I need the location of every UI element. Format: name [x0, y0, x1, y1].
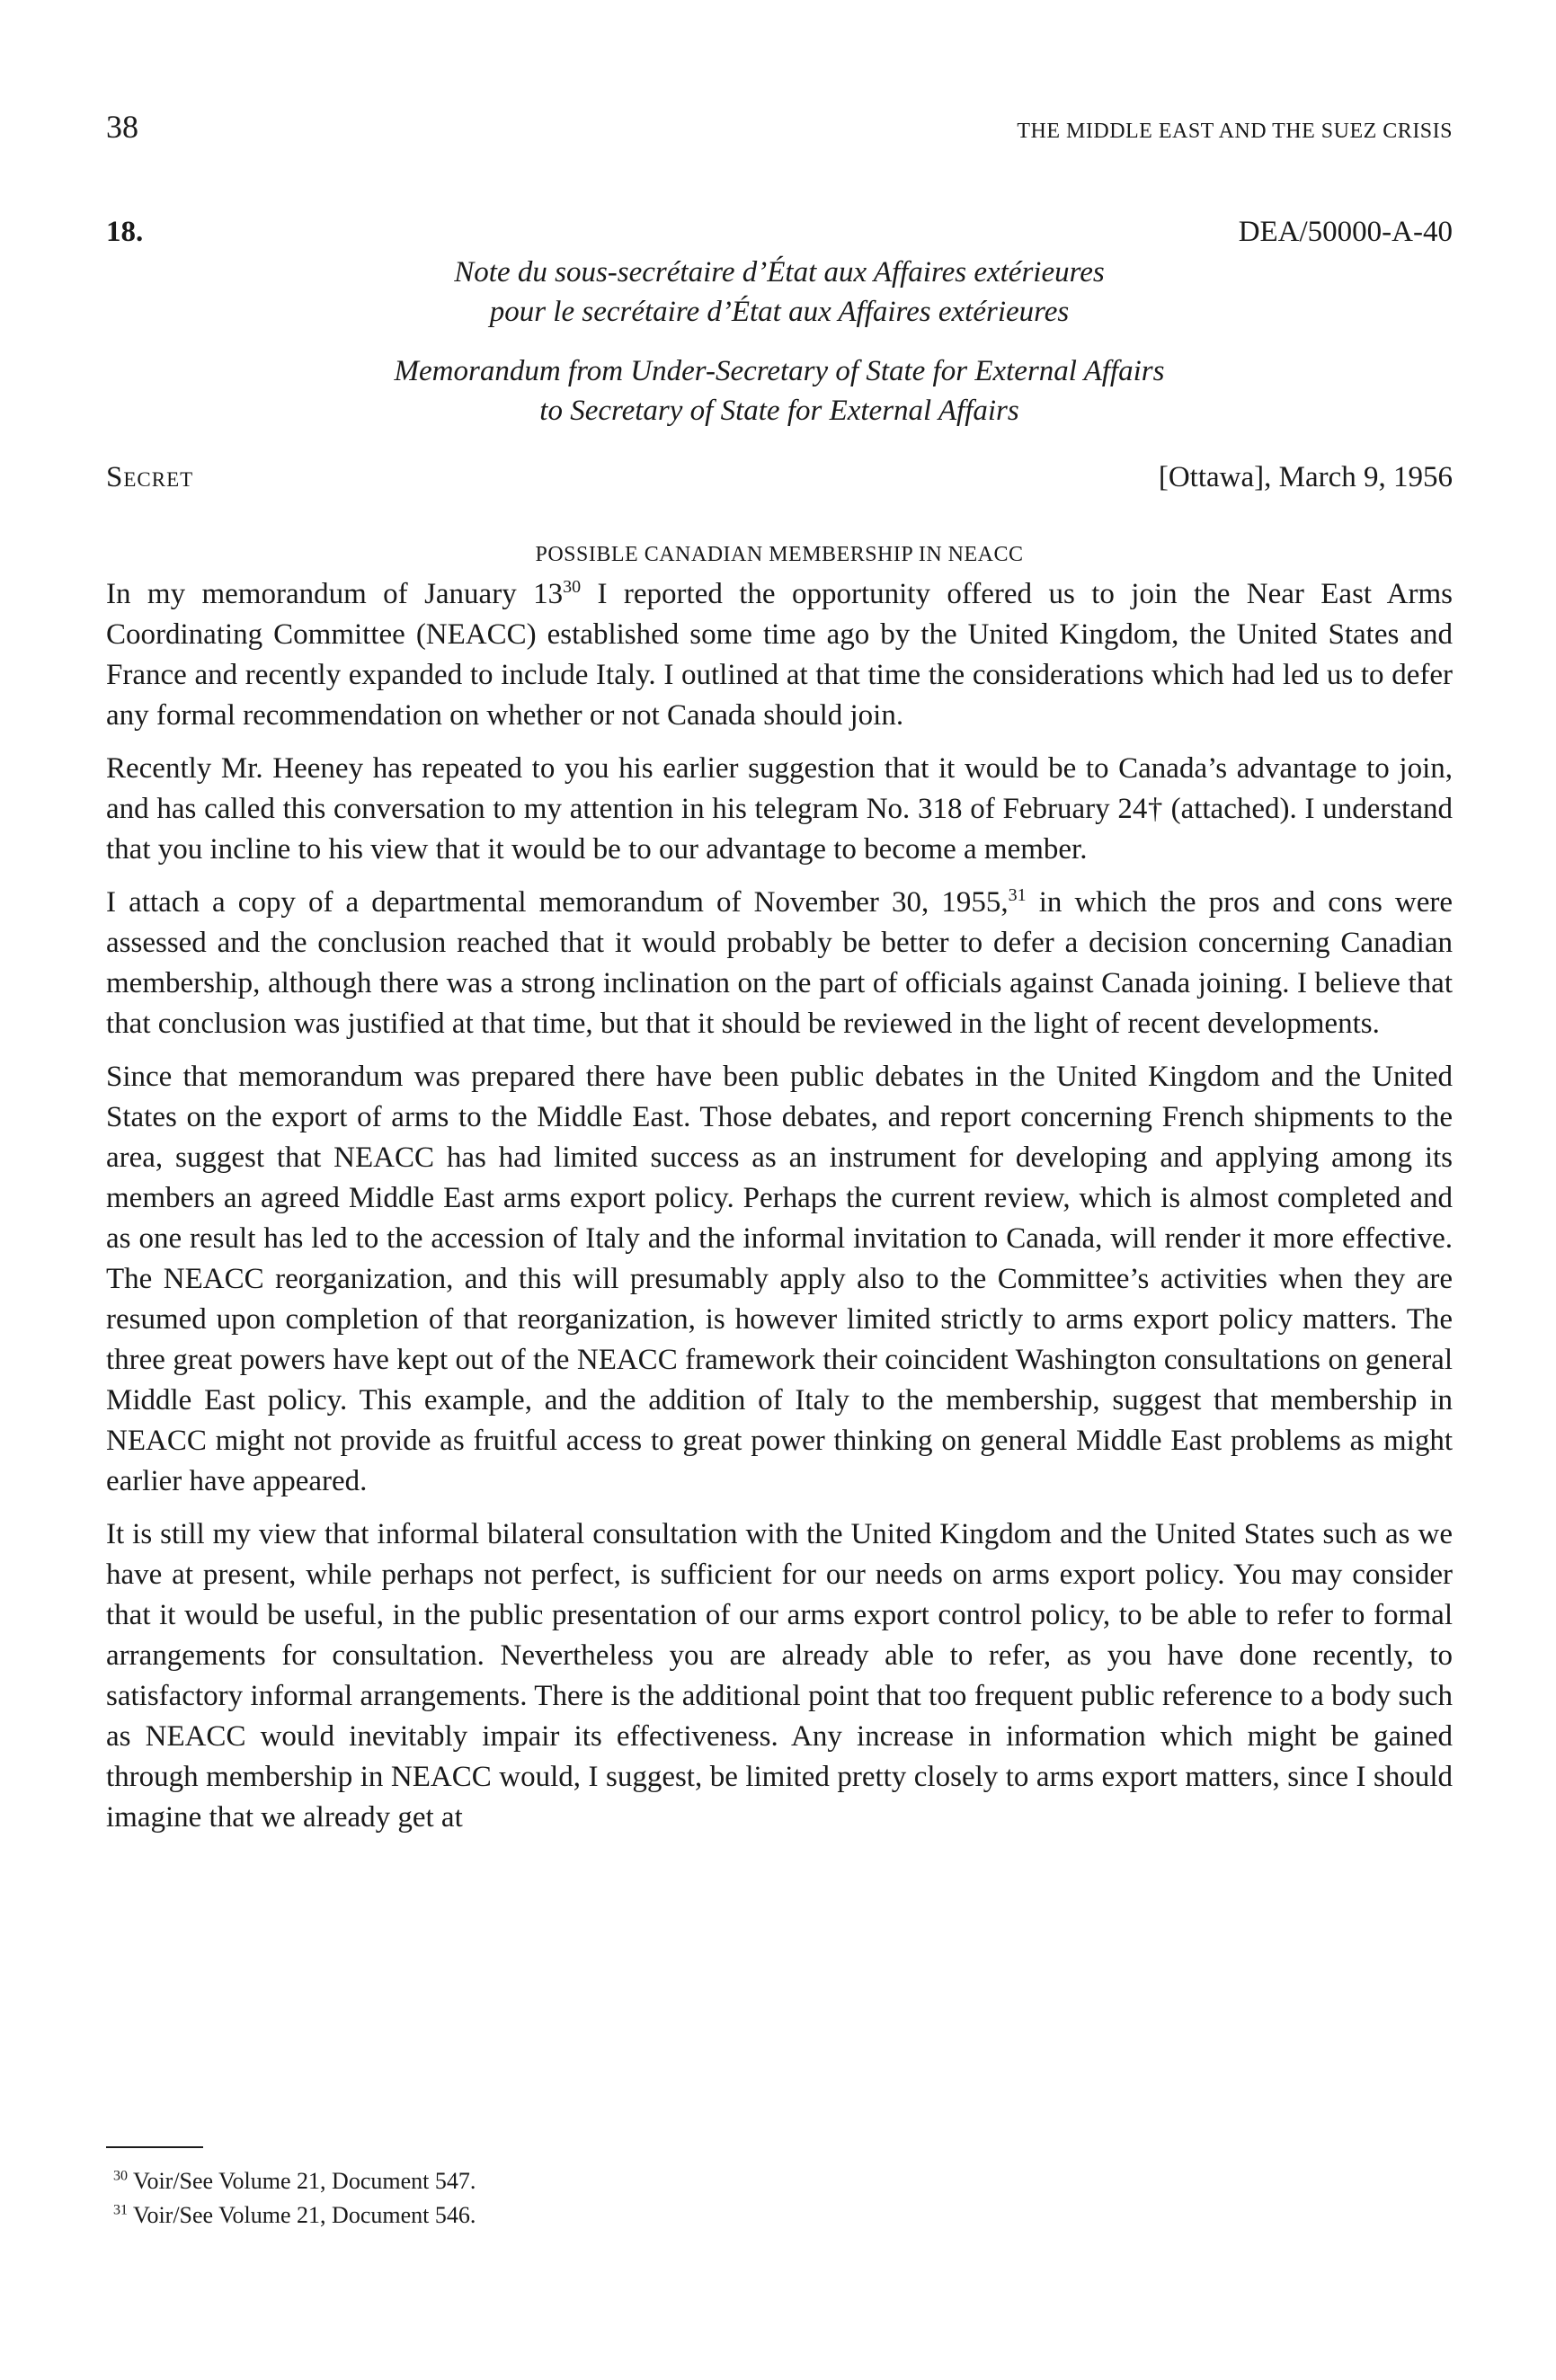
paragraph-4: Since that memorandum was prepared there have been public debates in the United Kingdom and the United States on the export of arms to the Middle East. Those debates, and report concerning French shipments to the area, suggest that NEACC has had limited success as an instrument for developing and applying among its members an agreed Middle East arms export policy. Perhaps the current review, which is almost completed and as one result has led to the accession of Italy and the informal invitation to Canada, will render it more effective. The NEACC reorganization, and this will presumably apply also to the Committee’s activities when they are resumed upon completion of that reorganization, is however limited strictly to arms export policy matters. The three great powers have kept out of the NEACC framework their coincident Washington consultations on general Middle East policy. This example, and the addition of Italy to the membership, suggest that membership in NEACC might not provide as fruitful access to great power thinking on general Middle East problems as might earlier have appeared.	[106, 1061, 1453, 1497]
place-date: [Ottawa], March 9, 1956	[1158, 461, 1453, 493]
paragraph-3-text-b: in which the pros and cons were assessed and the conclusion reached that it would probably be better to defer a decision concerning Canadian membership, although there was a strong inclination on the part of officials against Canada joining. I believe that that conclusion was justified at that time, but that it should be reviewed in the light of recent developments.	[106, 886, 1453, 1040]
title-french-line-2: pour le secrétaire d’État aux Affaires extérieures	[489, 296, 1070, 328]
document-body	[106, 574, 1453, 1838]
footnote-rule	[106, 2146, 203, 2148]
paragraph-1-text-a: In my memorandum of January 13	[106, 578, 564, 610]
file-reference: DEA/50000-A-40	[1238, 216, 1453, 248]
document-title	[106, 253, 1453, 431]
document-page	[106, 108, 1453, 1851]
classification-line	[106, 461, 1453, 494]
footnote-text: Voir/See Volume 21, Document 546.	[133, 2202, 476, 2228]
page-number: 38	[106, 109, 138, 145]
title-french	[106, 253, 1453, 332]
title-english-line-1: Memorandum from Under-Secretary of State for External Affairs	[394, 355, 1165, 387]
footnote-ref-30: 30	[563, 577, 582, 597]
paragraph-3-text-a: I attach a copy of a departmental memorandum of November 30, 1955,	[106, 886, 1009, 919]
footnote-mark: 30	[113, 2168, 128, 2184]
document-number: 18.	[106, 216, 144, 248]
footnote-30	[106, 2164, 1453, 2198]
subject-heading: POSSIBLE CANADIAN MEMBERSHIP IN NEACC	[535, 543, 1024, 566]
footnote-mark: 31	[113, 2202, 128, 2218]
paragraph-2: Recently Mr. Heeney has repeated to you his earlier suggestion that it would be to Canada’s advantage to join, and has called this conversation to my attention in his telegram No. 318 of February 24† (attached). I understand that you incline to his view that it would be to our advantage to become a member.	[106, 752, 1453, 866]
paragraph-1	[106, 574, 1453, 736]
footnotes	[106, 2146, 1453, 2233]
title-french-line-1: Note du sous-secrétaire d’État aux Affaires extérieures	[454, 256, 1105, 289]
title-english	[106, 351, 1453, 431]
footnote-text: Voir/See Volume 21, Document 547.	[133, 2168, 476, 2194]
document-header	[106, 216, 1453, 249]
running-head	[106, 108, 1453, 162]
footnote-ref-31: 31	[1008, 885, 1027, 905]
classification: Secret	[106, 461, 194, 493]
running-title: THE MIDDLE EAST AND THE SUEZ CRISIS	[1017, 120, 1453, 143]
paragraph-3	[106, 883, 1453, 1044]
title-english-line-2: to Secretary of State for External Affairs	[539, 395, 1019, 427]
paragraph-5: It is still my view that informal bilateral consultation with the United Kingdom and the United States such as we have at present, while perhaps not perfect, is sufficient for our needs on arms export policy. You may consider that it would be useful, in the public presentation of our arms export control policy, to be able to refer to formal arrangements for consultation. Nevertheless you are already able to refer, as you have done recently, to satisfactory informal arrangements. There is the additional point that too frequent public reference to a body such as NEACC would inevitably impair its effectiveness. Any increase in information which might be gained through membership in NEACC would, I suggest, be limited pretty closely to arms export matters, since I should imagine that we already get at	[106, 1518, 1453, 1834]
footnote-31	[106, 2198, 1453, 2233]
paragraph-1-text-b: I reported the opportunity offered us to join the Near East Arms Coordinating Committee (NEACC) established some time ago by the United Kingdom, the United States and France and recently expanded to include Italy. I outlined at that time the considerations which had led us to defer any formal recommendation on whether or not Canada should join.	[106, 578, 1454, 732]
